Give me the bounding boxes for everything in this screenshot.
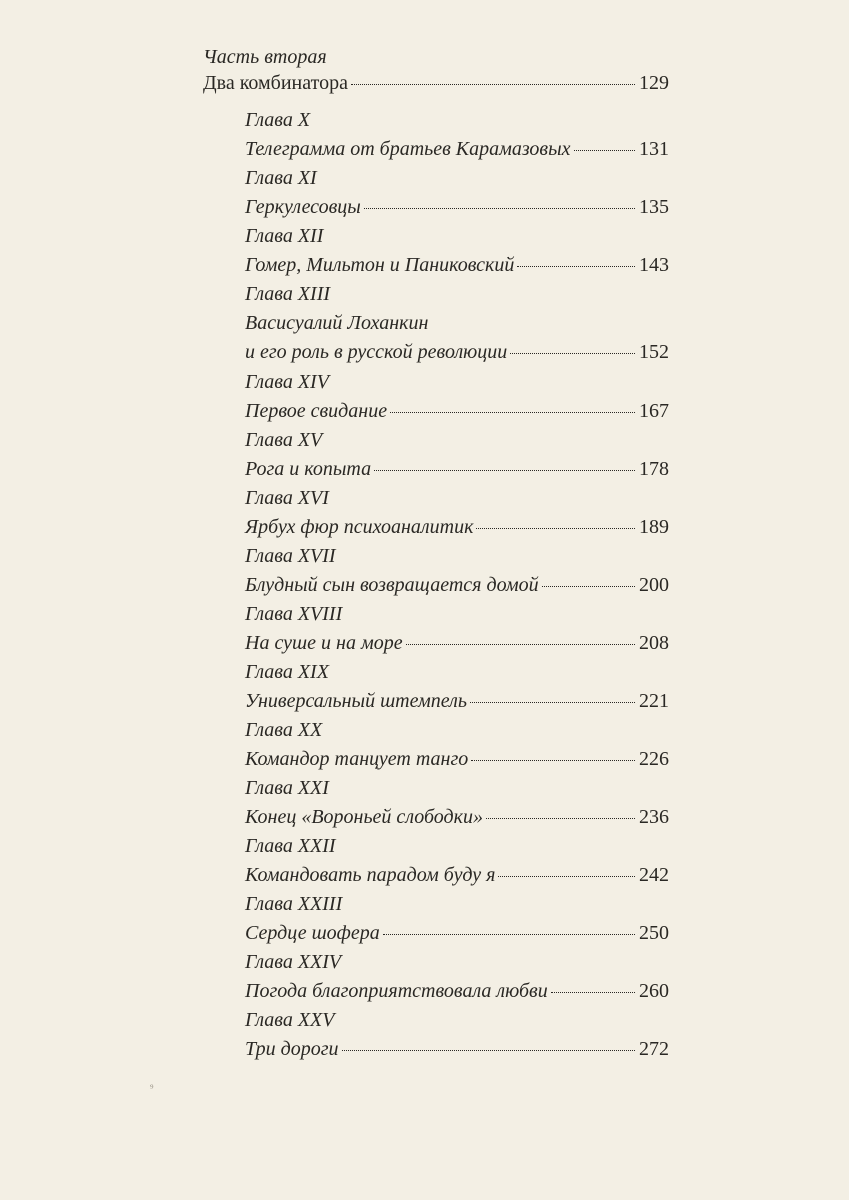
dot-leader [510,353,635,354]
chapter-label: Глава XXII [245,835,336,857]
chapter-entry[interactable] [245,890,669,948]
chapter-label: Глава XXIV [245,951,342,973]
chapter-page-number: 208 [639,632,669,654]
chapter-page-number: 135 [639,196,669,218]
chapter-label: Глава X [245,109,311,131]
chapter-title: На суше и на море [245,632,403,654]
chapter-label: Глава XV [245,429,323,451]
chapter-entry[interactable] [245,484,669,542]
dot-leader [342,1050,635,1051]
chapter-entry[interactable] [245,716,669,774]
dot-leader [498,876,635,877]
chapter-entry[interactable] [245,542,669,600]
chapter-page-number: 250 [639,922,669,944]
chapter-page-number: 272 [639,1038,669,1060]
chapter-title: Командор танцует танго [245,748,469,770]
chapter-label: Глава XI [245,167,317,189]
dot-leader [471,760,635,761]
dot-leader [470,702,635,703]
chapter-title: Универсальный штемпель [245,690,467,712]
part-entry[interactable] [203,70,669,96]
chapter-entry[interactable] [245,600,669,658]
chapter-label: Глава XXI [245,777,329,799]
dot-leader [486,818,635,819]
dot-leader [364,208,635,209]
stray-mark: ⁹ [150,1083,154,1094]
part-label: Часть вторая [203,46,327,68]
chapter-label: Глава XIX [245,661,329,683]
chapter-title: Геркулесовцы [245,196,361,218]
dot-leader [374,470,635,471]
part-header [203,44,669,96]
chapter-entry[interactable] [245,1006,669,1064]
chapter-page-number: 236 [639,806,669,828]
chapter-label: Глава XVIII [245,603,343,625]
chapter-title: Рога и копыта [245,458,372,480]
chapter-entry[interactable] [245,948,669,1006]
chapter-label: Глава XXIII [245,893,343,915]
chapter-title: Первое свидание [245,400,388,422]
dot-leader [351,84,635,85]
chapter-entry[interactable] [245,832,669,890]
chapter-title: Ярбух фюр психоаналитик [245,516,474,538]
chapter-page-number: 242 [639,864,669,886]
dot-leader [476,528,635,529]
chapter-title: Гомер, Мильтон и Паниковский [245,254,515,276]
chapter-label: Глава XII [245,225,324,247]
chapter-label: Глава XIV [245,371,329,393]
chapter-title: Три дороги [245,1038,339,1060]
dot-leader [517,266,635,267]
chapter-title: Командовать парадом буду я [245,864,496,886]
chapter-page-number: 131 [639,138,669,160]
chapter-title: и его роль в русской революции [245,341,508,363]
chapter-page-number: 226 [639,748,669,770]
dot-leader [574,150,636,151]
chapter-label: Глава XVI [245,487,329,509]
chapter-entry[interactable] [245,658,669,716]
chapter-page-number: 260 [639,980,669,1002]
chapter-label: Глава XX [245,719,323,741]
dot-leader [406,644,635,645]
chapter-page-number: 221 [639,690,669,712]
chapter-page-number: 143 [639,254,669,276]
chapter-entry[interactable] [245,164,669,222]
chapter-entry[interactable] [245,222,669,280]
chapter-title: Конец «Вороньей слободки» [245,806,484,828]
chapter-entry[interactable] [245,774,669,832]
chapter-list [245,106,669,1064]
part-page-number: 129 [639,72,669,94]
chapter-page-number: 200 [639,574,669,596]
part-title: Два комбинатора [203,72,348,94]
chapter-page-number: 152 [639,341,669,363]
dot-leader [390,412,635,413]
chapter-page-number: 167 [639,400,669,422]
chapter-page-number: 189 [639,516,669,538]
dot-leader [551,992,635,993]
chapter-title: Блудный сын возвращается домой [245,574,539,596]
chapter-entry[interactable] [245,280,669,368]
chapter-label: Глава XIII [245,283,331,305]
chapter-entry[interactable] [245,368,669,426]
chapter-entry[interactable] [245,106,669,164]
chapter-label: Глава XXV [245,1009,335,1031]
dot-leader [383,934,635,935]
chapter-page-number: 178 [639,458,669,480]
chapter-title: Погода благоприятствовала любви [245,980,548,1002]
dot-leader [542,586,635,587]
chapter-title: Сердце шофера [245,922,380,944]
chapter-entry[interactable] [245,426,669,484]
chapter-title: Телеграмма от братьев Карамазовых [245,138,571,160]
chapter-label: Глава XVII [245,545,336,567]
chapter-title-line: Васисуалий Лоханкин [245,312,429,334]
